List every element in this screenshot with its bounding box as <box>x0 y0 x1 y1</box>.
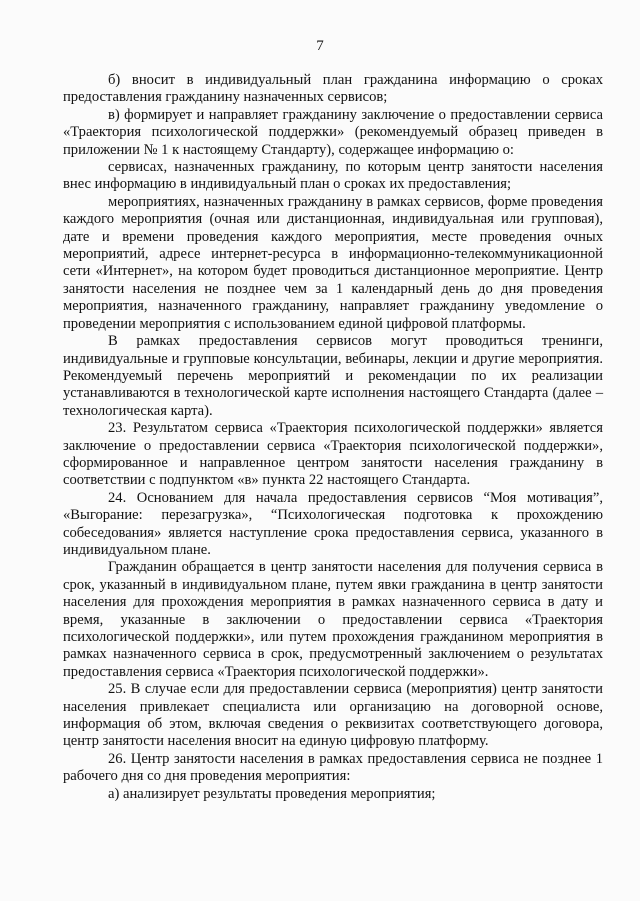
page-number: 7 <box>316 38 324 54</box>
paragraph-26-center: 26. Центр занятости населения в рамках предоставления сервиса не позднее 1 рабочего дня со дня проведения мероприятия: <box>63 750 603 785</box>
paragraph-b-individual-plan: б) вносит в индивидуальный план гражданина информацию о сроках предоставления гражданину назначенных сервисов; <box>63 72 603 106</box>
paragraph-25-specialist: 25. В случае если для предоставлении сервиса (мероприятия) центр занятости населения привлекает специалиста или организацию на договорной основе, информация об этом, включая сведения о реквизитах соответствующего договора, центр занятости населения вносит на единую цифровую платформу. <box>63 681 603 750</box>
paragraph-assigned-events: мероприятиях, назначенных гражданину в рамках сервисов, форме проведения каждого мероприятия (очная или дистанционная, индивидуальная или групповая), дате и времени проведения каждого мероприятия, месте проведения очных мероприятий, адресе интернет-ресурса в информационно-телекоммуникационной сети «Интернет», на котором будет проводиться дистанционное мероприятие. Центр занятости населения не позднее чем за 1 календарный день до дня проведения мероприятия, назначенного гражданину, направляет гражданину уведомление о проведении мероприятия с использованием единой цифровой платформы. <box>63 193 603 332</box>
paragraph-a-analyzes: а) анализирует результаты проведения мероприятия; <box>108 785 436 802</box>
paragraph-trainings: В рамках предоставления сервисов могут проводиться тренинги, индивидуальные и групповые консультации, вебинары, лекции и другие мероприятия. Рекомендуемый перечень мероприятий и рекомендации по их реализации устанавливаются в технологической карте исполнения настоящего Стандарта (далее – технологическая карта). <box>63 333 603 419</box>
paragraph-24-basis: 24. Основанием для начала предоставления сервисов “Моя мотивация”, «Выгорание: перезагрузка», “Психологическая подготовка к прохождению собеседования» является наступление срока предоставления сервиса, указанного в индивидуальном плане. <box>63 489 603 558</box>
paragraph-v-conclusion: в) формирует и направляет гражданину заключение о предоставлении сервиса «Траектория психологической поддержки» (рекомендуемый образец приведен в приложении № 1 к настоящему Стандарту), содержащее информацию о: <box>63 106 603 158</box>
paragraph-23-result: 23. Результатом сервиса «Траектория психологической поддержки» является заключение о предоставлении сервиса «Траектория психологической поддержки», сформированное и направленное центром занятости населения гражданину в соответствии с подпунктом «в» пункта 22 настоящего Стандарта. <box>63 420 603 489</box>
paragraph-citizen-applies: Гражданин обращается в центр занятости населения для получения сервиса в срок, указанный в индивидуальном плане, путем явки гражданина в центр занятости населения для прохождения мероприятия в рамках назначенного сервиса в дату и время, указанные в заключении о предоставлении сервиса «Траектория психологической поддержки», или путем прохождения гражданином мероприятия в рамках назначенного сервиса в срок, предусмотренный заключением о результатах предоставления сервиса «Траектория психологической поддержки». <box>63 559 603 680</box>
paragraph-assigned-services: сервисах, назначенных гражданину, по которым центр занятости населения внес информацию в индивидуальный план о сроках их предоставления; <box>63 159 603 193</box>
document-body <box>63 72 603 803</box>
